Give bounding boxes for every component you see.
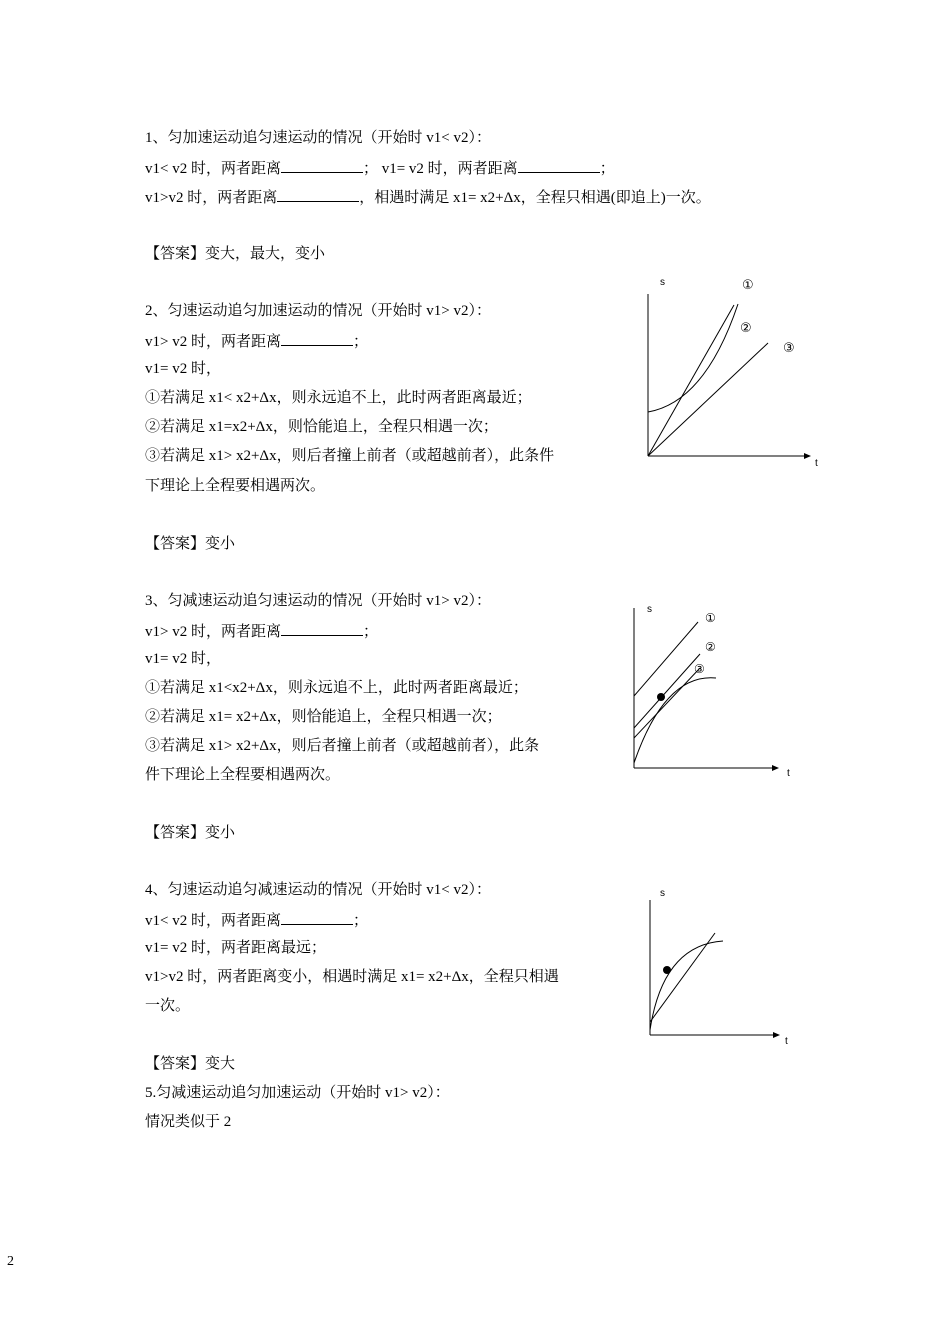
- label-2: ②: [705, 640, 716, 654]
- sec4-line3: v1= v2 时，两者距离最远；: [145, 940, 326, 956]
- s-label: s: [647, 604, 652, 615]
- sec2-line5: ②若满足 x1=x2+Δx，则恰能追上，全程只相遇一次；: [145, 419, 498, 435]
- sec4-line5: 一次。: [145, 998, 191, 1014]
- sec3-answer: 【答案】变小: [145, 825, 236, 841]
- page-number: 2: [7, 1254, 14, 1269]
- label-2: ②: [740, 320, 752, 335]
- fill-blank[interactable]: [277, 186, 359, 202]
- sec2-line3: v1= v2 时，: [145, 361, 221, 377]
- line-1: [634, 622, 698, 696]
- tangent-point: [657, 693, 665, 701]
- fill-blank[interactable]: [281, 330, 353, 346]
- sec4-title: 4、匀速运动追匀减速运动的情况（开始时 v1< v2）：: [145, 882, 491, 898]
- line-2: [648, 305, 734, 456]
- label-3: ③: [694, 662, 705, 676]
- sec5-line2: 情况类似于 2: [145, 1114, 232, 1130]
- figure-1-st-graph: [630, 270, 830, 470]
- t-label: t: [787, 768, 790, 779]
- line: [650, 933, 715, 1022]
- tangent-point: [663, 966, 671, 974]
- sec3-line4: ①若满足 x1<x2+Δx，则永远追不上，此时两者距离最近；: [145, 680, 528, 696]
- t-axis-arrow: [772, 765, 779, 771]
- sec2-line4: ①若满足 x1< x2+Δx，则永远追不上，此时两者距离最近；: [145, 390, 532, 406]
- fill-blank[interactable]: [281, 909, 353, 925]
- sec4-line4: v1>v2 时，两者距离变小，相遇时满足 x1= x2+Δx，全程只相遇: [145, 969, 559, 985]
- t-label: t: [785, 1036, 788, 1047]
- sec2-line7: 下理论上全程要相遇两次。: [145, 478, 326, 494]
- sec4-answer: 【答案】变大: [145, 1056, 236, 1072]
- sec3-line5: ②若满足 x1= x2+Δx，则恰能追上，全程只相遇一次；: [145, 709, 502, 725]
- sec1-answer: 【答案】变大，最大，变小: [145, 246, 326, 262]
- line-3: [634, 668, 700, 738]
- sec3-line3: v1= v2 时，: [145, 651, 221, 667]
- label-3: ③: [783, 340, 795, 355]
- fill-blank[interactable]: [281, 620, 363, 636]
- sec2-line2: v1> v2 时，两者距离 ；: [145, 330, 368, 352]
- fill-blank[interactable]: [518, 157, 600, 173]
- s-label: s: [660, 888, 665, 899]
- sec4-line2: v1< v2 时，两者距离 ；: [145, 909, 368, 931]
- sec5-title: 5.匀减速运动追匀加速运动（开始时 v1> v2）：: [145, 1085, 450, 1101]
- label-1: ①: [742, 277, 754, 292]
- sec3-line7: 件下理论上全程要相遇两次。: [145, 767, 341, 783]
- curve: [650, 941, 723, 1030]
- sec1-line2: v1< v2 时，两者距离 ； v1= v2 时，两者距离 ；: [145, 157, 615, 179]
- s-label: s: [660, 277, 665, 288]
- fill-blank[interactable]: [281, 157, 363, 173]
- sec3-title: 3、匀减速运动追匀速运动的情况（开始时 v1> v2）：: [145, 593, 491, 609]
- sec3-line2: v1> v2 时，两者距离 ；: [145, 620, 378, 642]
- sec1-line3: v1>v2 时，两者距离 ，相遇时满足 x1= x2+Δx，全程只相遇(即追上)一次。: [145, 186, 711, 208]
- line-3: [648, 343, 768, 456]
- curve: [634, 678, 716, 763]
- sec1-title: 1、匀加速运动追匀速运动的情况（开始时 v1< v2）：: [145, 130, 491, 146]
- line-2: [634, 654, 700, 728]
- t-axis-arrow: [804, 453, 811, 459]
- label-1: ①: [705, 611, 716, 625]
- curve-1: [648, 304, 738, 412]
- sec2-answer: 【答案】变小: [145, 536, 236, 552]
- t-label: t: [815, 458, 818, 469]
- figure-3-st-graph: [635, 880, 805, 1050]
- sec3-line6: ③若满足 x1> x2+Δx，则后者撞上前者（或超越前者），此条: [145, 738, 540, 754]
- t-axis-arrow: [773, 1032, 780, 1038]
- figure-2-st-graph: [620, 598, 810, 783]
- sec2-title: 2、匀速运动追匀加速运动的情况（开始时 v1> v2）：: [145, 303, 491, 319]
- sec2-line6: ③若满足 x1> x2+Δx，则后者撞上前者（或超越前者），此条件: [145, 448, 555, 464]
